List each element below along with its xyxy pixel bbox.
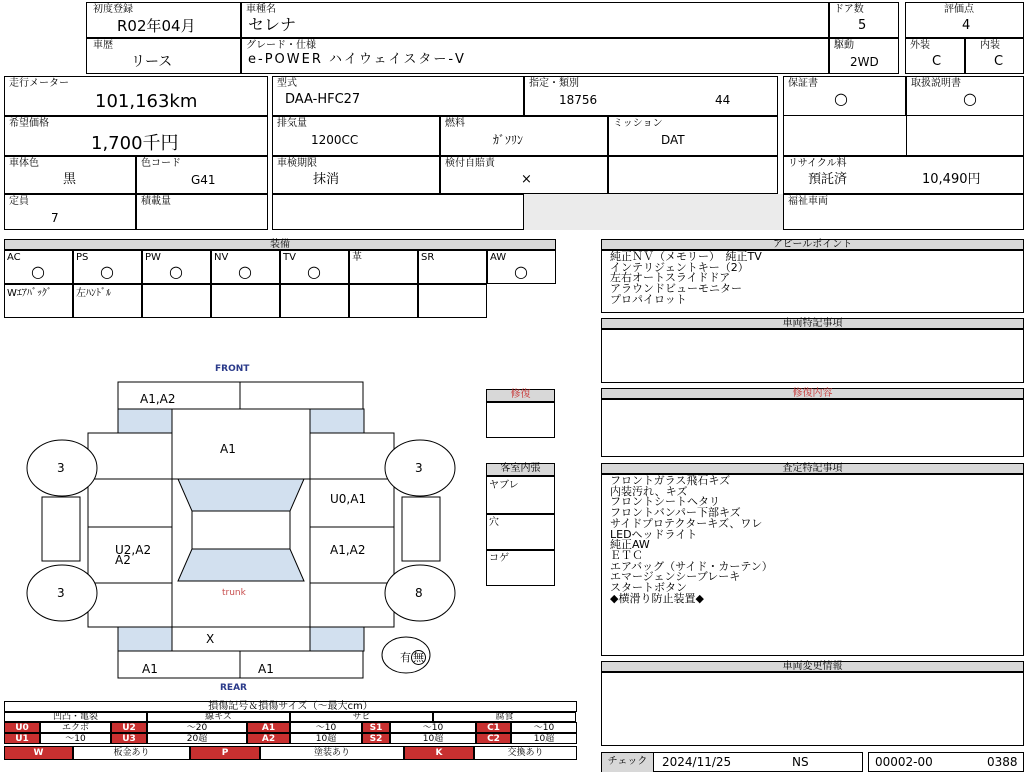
equipment-extra-2 [73, 284, 142, 318]
legend-title: 損傷記号＆損傷サイズ（〜最大cm） [4, 701, 577, 712]
gray-block [524, 194, 783, 230]
first-reg-value: R02年04月 [117, 17, 196, 35]
doors-cell [829, 2, 899, 38]
front-label: FRONT [215, 364, 250, 374]
equipment-mark: ○ [169, 262, 183, 281]
inspector-text: フロントガラス飛石キズ 内装汚れ、キズ フロントシートヘタリ フロントバンパー下部キズ サイドプロテクターキズ、ワレ LEDヘッドライト 純正AW ＥＴＣ エアバッグ（サイド・カーテン） エマージェンシーブレーキ スタートボタン ◆横滑り防止装置◆ [610, 474, 773, 605]
remarks-title: 車両特記事項 [601, 318, 1024, 329]
doors-label: ドア数 [834, 4, 864, 15]
equipment-item-6 [349, 250, 418, 284]
equipment-extra-3 [142, 284, 211, 318]
legend-group: サビ [290, 712, 433, 722]
color-code-cell [136, 156, 268, 194]
legend-cell: A1 [247, 722, 290, 733]
trans-value: DAT [661, 133, 685, 147]
check-label: チェック [602, 753, 654, 772]
load-cell [136, 194, 268, 230]
equipment-label: SR [421, 252, 435, 263]
legend-cell: 〜20 [147, 722, 247, 733]
inspector-title: 査定特記事項 [601, 463, 1024, 474]
legend-cell: 交換あり [474, 746, 577, 760]
change-title: 車両変更情報 [601, 661, 1024, 672]
price-label: 希望価格 [9, 118, 49, 129]
ext-label: 外装 [910, 40, 930, 51]
equipment-extra-6 [349, 284, 418, 318]
inspector-code: NS [792, 755, 809, 769]
drive-cell [829, 38, 899, 74]
mark-hood: A1 [220, 442, 236, 456]
first-reg-label: 初度登録 [93, 4, 133, 15]
body-color-cell [4, 156, 136, 194]
mark-left-rear-b: A2 [115, 553, 131, 567]
equipment-item-4 [211, 250, 280, 284]
mileage-label: 走行メーター [9, 78, 69, 89]
tire-rl-value: 3 [57, 586, 65, 600]
mark-rear-left: A1 [142, 662, 158, 676]
equipment-label: 革 [352, 252, 362, 263]
legend-cell: 〜10 [40, 733, 111, 744]
repair-title: 修復内容 [601, 388, 1024, 399]
history-value: リース [131, 54, 173, 70]
legend-cell: U0 [4, 722, 40, 733]
mark-right-front: U0,A1 [330, 492, 367, 506]
class-label: 指定・類別 [529, 78, 579, 89]
legend-cell: 〜10 [290, 722, 362, 733]
interior-title: 客室内張 [486, 463, 555, 476]
trans-label: ミッション [613, 118, 663, 129]
footer-check [601, 752, 863, 772]
legend-cell: K [404, 746, 474, 760]
score-value: 4 [962, 18, 971, 33]
first-reg-cell [86, 2, 241, 38]
inspection-cell [272, 156, 440, 194]
trans-cell [608, 116, 778, 156]
grade-cell [241, 38, 829, 74]
tire-fl-value: 3 [57, 461, 65, 475]
recycle-amount: 10,490円 [922, 172, 981, 187]
int-cell [965, 38, 1024, 74]
color-code-value: G41 [191, 173, 216, 187]
price-cell [4, 116, 268, 156]
legend-cell: U2 [111, 722, 147, 733]
equipment-mark: ○ [307, 262, 321, 281]
legend-cell: S2 [362, 733, 390, 744]
spec-divider [906, 116, 907, 155]
legend-cell: 20超 [147, 733, 247, 744]
mileage-value: 101,163km [95, 91, 198, 112]
equipment-extra-1 [4, 284, 73, 318]
repair-box-title: 修復 [486, 389, 555, 402]
warranty-value: ○ [834, 89, 848, 108]
price-value: 1,700千円 [91, 133, 179, 154]
mark-left-rear: U2,A2 [115, 543, 152, 557]
capacity-value: 7 [51, 211, 59, 225]
interior-row-label: ヤブレ [489, 480, 519, 491]
manual-label: 取扱説明書 [911, 78, 961, 89]
equipment-extra-label: 左ﾊﾝﾄﾞﾙ [76, 288, 111, 299]
legend-cell: 〜10 [390, 722, 476, 733]
history-cell [86, 38, 241, 74]
legend-cell: 板金あり [73, 746, 190, 760]
model-value: セレナ [248, 15, 297, 34]
interior-row-2 [486, 514, 555, 550]
class-a-value: 18756 [559, 93, 598, 107]
repair-detail-box [601, 399, 1024, 457]
repair-box [486, 402, 555, 438]
equipment-item-1 [4, 250, 73, 284]
doors-value: 5 [858, 18, 867, 33]
color-code-label: 色コード [141, 158, 181, 169]
class-b-value: 44 [715, 93, 731, 107]
mark-right-rear: A1,A2 [330, 543, 366, 557]
spec-blank-cell [783, 116, 1024, 156]
trunk-label: trunk [222, 588, 246, 598]
legend-cell: W [4, 746, 73, 760]
fuel-value: ｶﾞｿﾘﾝ [493, 133, 524, 147]
equipment-label: PW [145, 252, 161, 263]
capacity-cell [4, 194, 136, 230]
fuel-label: 燃料 [445, 118, 465, 129]
change-box [601, 672, 1024, 746]
mark-front-bumper: A1,A2 [140, 392, 176, 406]
grade-label: グレード・仕様 [246, 40, 316, 51]
welfare-label: 福祉車両 [788, 196, 828, 207]
check-date: 2024/11/25 [662, 755, 732, 769]
equipment-item-8 [487, 250, 556, 284]
equipment-label: TV [283, 252, 296, 263]
mark-rear-right: A1 [258, 662, 274, 676]
equipment-item-2 [73, 250, 142, 284]
legend-group: 腐食 [433, 712, 576, 722]
type-cell [272, 76, 524, 116]
type-label: 型式 [277, 78, 297, 89]
appeal-title: アピールポイント [601, 239, 1024, 250]
equipment-mark: ○ [514, 262, 528, 281]
body-color-value: 黒 [63, 172, 77, 187]
rear-label: REAR [220, 683, 247, 693]
mark-rear-center: X [206, 632, 215, 646]
legend-cell: U3 [111, 733, 147, 744]
displacement-label: 排気量 [277, 118, 307, 129]
equipment-item-7 [418, 250, 487, 284]
ext-value: C [932, 54, 942, 69]
legend-group: 凹凸・亀裂 [4, 712, 147, 722]
legend-cell: A2 [247, 733, 290, 744]
legend-cell: 10超 [390, 733, 476, 744]
mileage-cell [4, 76, 268, 116]
manual-value: ○ [963, 89, 977, 108]
insurance-cell [440, 156, 608, 194]
insurance-value: × [521, 172, 532, 187]
ext-cell [905, 38, 965, 74]
tire-rr-value: 8 [415, 586, 423, 600]
tire-fr-value: 3 [415, 461, 423, 475]
type-value: DAA-HFC27 [285, 92, 361, 107]
legend-cell: S1 [362, 722, 390, 733]
legend-cell: C2 [476, 733, 511, 744]
insurance-label: 検付自賠責 [445, 158, 495, 169]
body-color-label: 車体色 [9, 158, 39, 169]
score-cell [905, 2, 1024, 38]
spare-no-circled: 無 [413, 651, 424, 664]
insurance-blank [608, 156, 778, 194]
inspection-value: 抹消 [313, 172, 340, 187]
legend-cell: 10超 [290, 733, 362, 744]
manual-cell [906, 76, 1024, 116]
footer-number [868, 752, 1024, 772]
recycle-status: 預託済 [808, 172, 848, 187]
appeal-box [601, 250, 1024, 313]
equipment-extra-label: Wｴｱﾊﾞｯｸﾞ [7, 288, 52, 299]
equipment-mark: ○ [100, 262, 114, 281]
int-label: 内装 [980, 40, 1000, 51]
drive-value: 2WD [850, 55, 879, 69]
load-label: 積載量 [141, 196, 171, 207]
interior-row-label: コゲ [489, 553, 509, 564]
legend-group: 線キズ [147, 712, 290, 722]
spare-label [400, 649, 426, 665]
legend-cell: U1 [4, 733, 40, 744]
history-label: 車歴 [93, 40, 113, 51]
displacement-value: 1200CC [311, 133, 359, 147]
capacity-label: 定員 [9, 196, 29, 207]
equipment-title: 装備 [4, 239, 556, 250]
equipment-mark: ○ [238, 262, 252, 281]
inspection-label: 車検期限 [277, 158, 317, 169]
interior-row-label: 穴 [489, 517, 499, 528]
warranty-cell [783, 76, 906, 116]
legend-cell: C1 [476, 722, 511, 733]
fuel-cell [440, 116, 608, 156]
class-cell [524, 76, 778, 116]
interior-row-3 [486, 550, 555, 586]
equipment-label: AW [490, 252, 507, 263]
inspector-box [601, 474, 1024, 656]
equipment-extra-5 [280, 284, 349, 318]
welfare-cell [783, 194, 1024, 230]
sheet-number-2: 0388 [987, 755, 1018, 769]
legend-cell: エクボ [40, 722, 111, 733]
model-cell [241, 2, 829, 38]
equipment-extra-7 [418, 284, 487, 318]
model-label: 車種名 [246, 4, 276, 15]
spare-yes: 有 [400, 651, 411, 664]
sheet-number: 00002-00 [875, 755, 933, 769]
equipment-label: AC [7, 252, 21, 263]
legend-cell: P [190, 746, 260, 760]
equipment-label: PS [76, 252, 89, 263]
equipment-item-3 [142, 250, 211, 284]
recycle-label: リサイクル料 [788, 158, 847, 169]
remarks-box [601, 329, 1024, 383]
equipment-mark: ○ [31, 262, 45, 281]
equipment-label: NV [214, 252, 229, 263]
warranty-label: 保証書 [788, 78, 818, 89]
legend-cell: 10超 [511, 733, 577, 744]
int-value: C [994, 54, 1004, 69]
grade-value: e-POWER ハイウェイスター-V [248, 52, 466, 67]
drive-label: 駆動 [834, 40, 854, 51]
score-label: 評価点 [944, 4, 974, 15]
displacement-cell [272, 116, 440, 156]
interior-row-1 [486, 476, 555, 514]
legend-cell: 〜10 [511, 722, 577, 733]
legend-cell: 塗装あり [260, 746, 404, 760]
appeal-text: 純正ＮＶ（メモリー） 純正TV インテリジェントキー（2） 左右オートスライドドア アラウンドビューモニター プロパイロット [610, 250, 762, 306]
equipment-extra-4 [211, 284, 280, 318]
recycle-cell [783, 156, 1024, 194]
equipment-item-5 [280, 250, 349, 284]
blank-cell-a [272, 194, 524, 230]
